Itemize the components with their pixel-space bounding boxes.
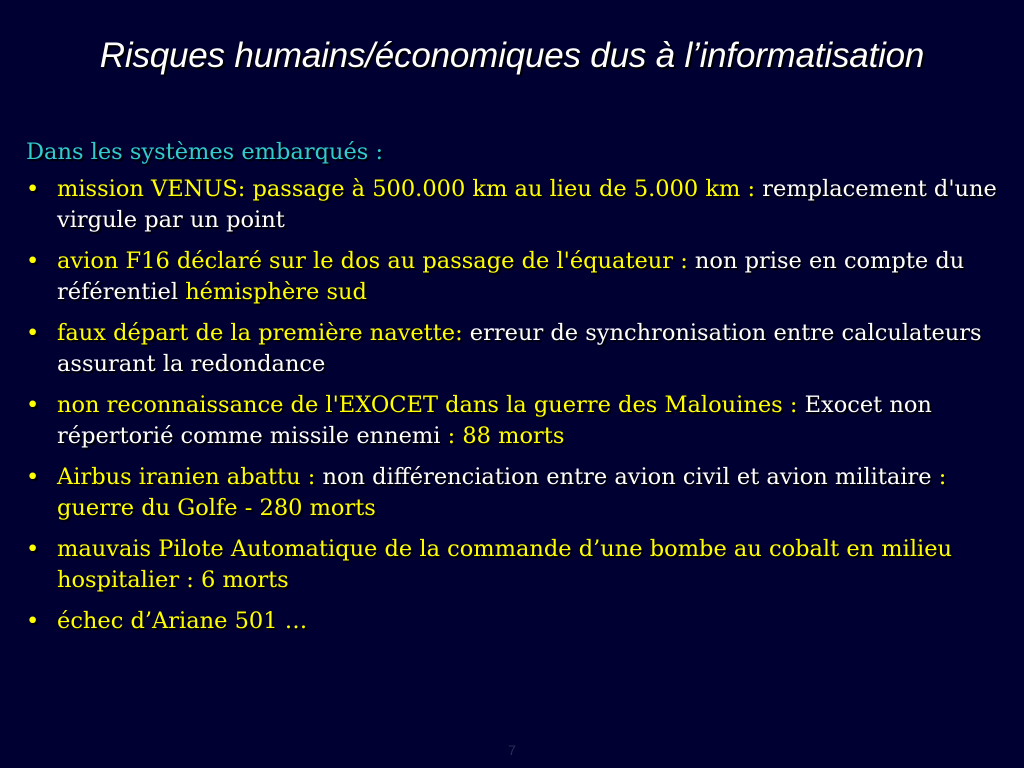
item-text: erreur de synchronisation entre calculateurs assurant la redondance: [57, 320, 982, 377]
item-text: Exocet non répertorié comme missile ennemi: [57, 392, 932, 449]
page-number: 7: [508, 742, 516, 758]
item-highlight: avion F16 déclaré sur le dos au passage de l'équateur :: [57, 248, 688, 274]
bullet-icon: •: [26, 176, 40, 202]
bullet-icon: •: [26, 536, 40, 562]
item-suffix: : 88 morts: [447, 423, 565, 449]
item-suffix: : guerre du Golfe - 280 morts: [57, 464, 947, 521]
list-item: [26, 606, 1006, 637]
item-highlight: non reconnaissance de l'EXOCET dans la guerre des Malouines :: [57, 392, 798, 418]
bullet-icon: •: [26, 464, 40, 490]
intro-text: Dans les systèmes embarqués :: [26, 139, 384, 165]
bullet-icon: •: [26, 392, 40, 418]
item-text: non différenciation entre avion civil et avion militaire: [315, 464, 939, 490]
bullet-icon: •: [26, 320, 40, 346]
list-item: [26, 462, 1006, 524]
item-highlight: Airbus iranien abattu :: [57, 464, 316, 490]
list-item: [26, 390, 1006, 452]
item-highlight: faux départ de la première navette:: [57, 320, 463, 346]
list-item: [26, 246, 1006, 308]
list-item: [26, 174, 1006, 236]
item-highlight: échec d’Ariane 501 …: [57, 608, 308, 634]
bullet-icon: •: [26, 608, 40, 634]
item-highlight: mission VENUS: passage à 500.000 km au lieu de 5.000 km :: [57, 176, 756, 202]
list-item: [26, 534, 1006, 596]
bullet-list: [26, 174, 1006, 637]
bullet-icon: •: [26, 248, 40, 274]
slide-content: [26, 137, 1006, 647]
item-text: remplacement d'une virgule par un point: [57, 176, 997, 233]
item-highlight: mauvais Pilote Automatique de la commande d’une bombe au cobalt en milieu hospitalier : 6 morts: [57, 536, 953, 593]
list-item: [26, 318, 1006, 380]
item-text: non prise en compte du référentiel: [57, 248, 965, 305]
slide-title: Risques humains/économiques dus à l’informatisation: [99, 36, 925, 75]
item-suffix: hémisphère sud: [185, 279, 367, 305]
